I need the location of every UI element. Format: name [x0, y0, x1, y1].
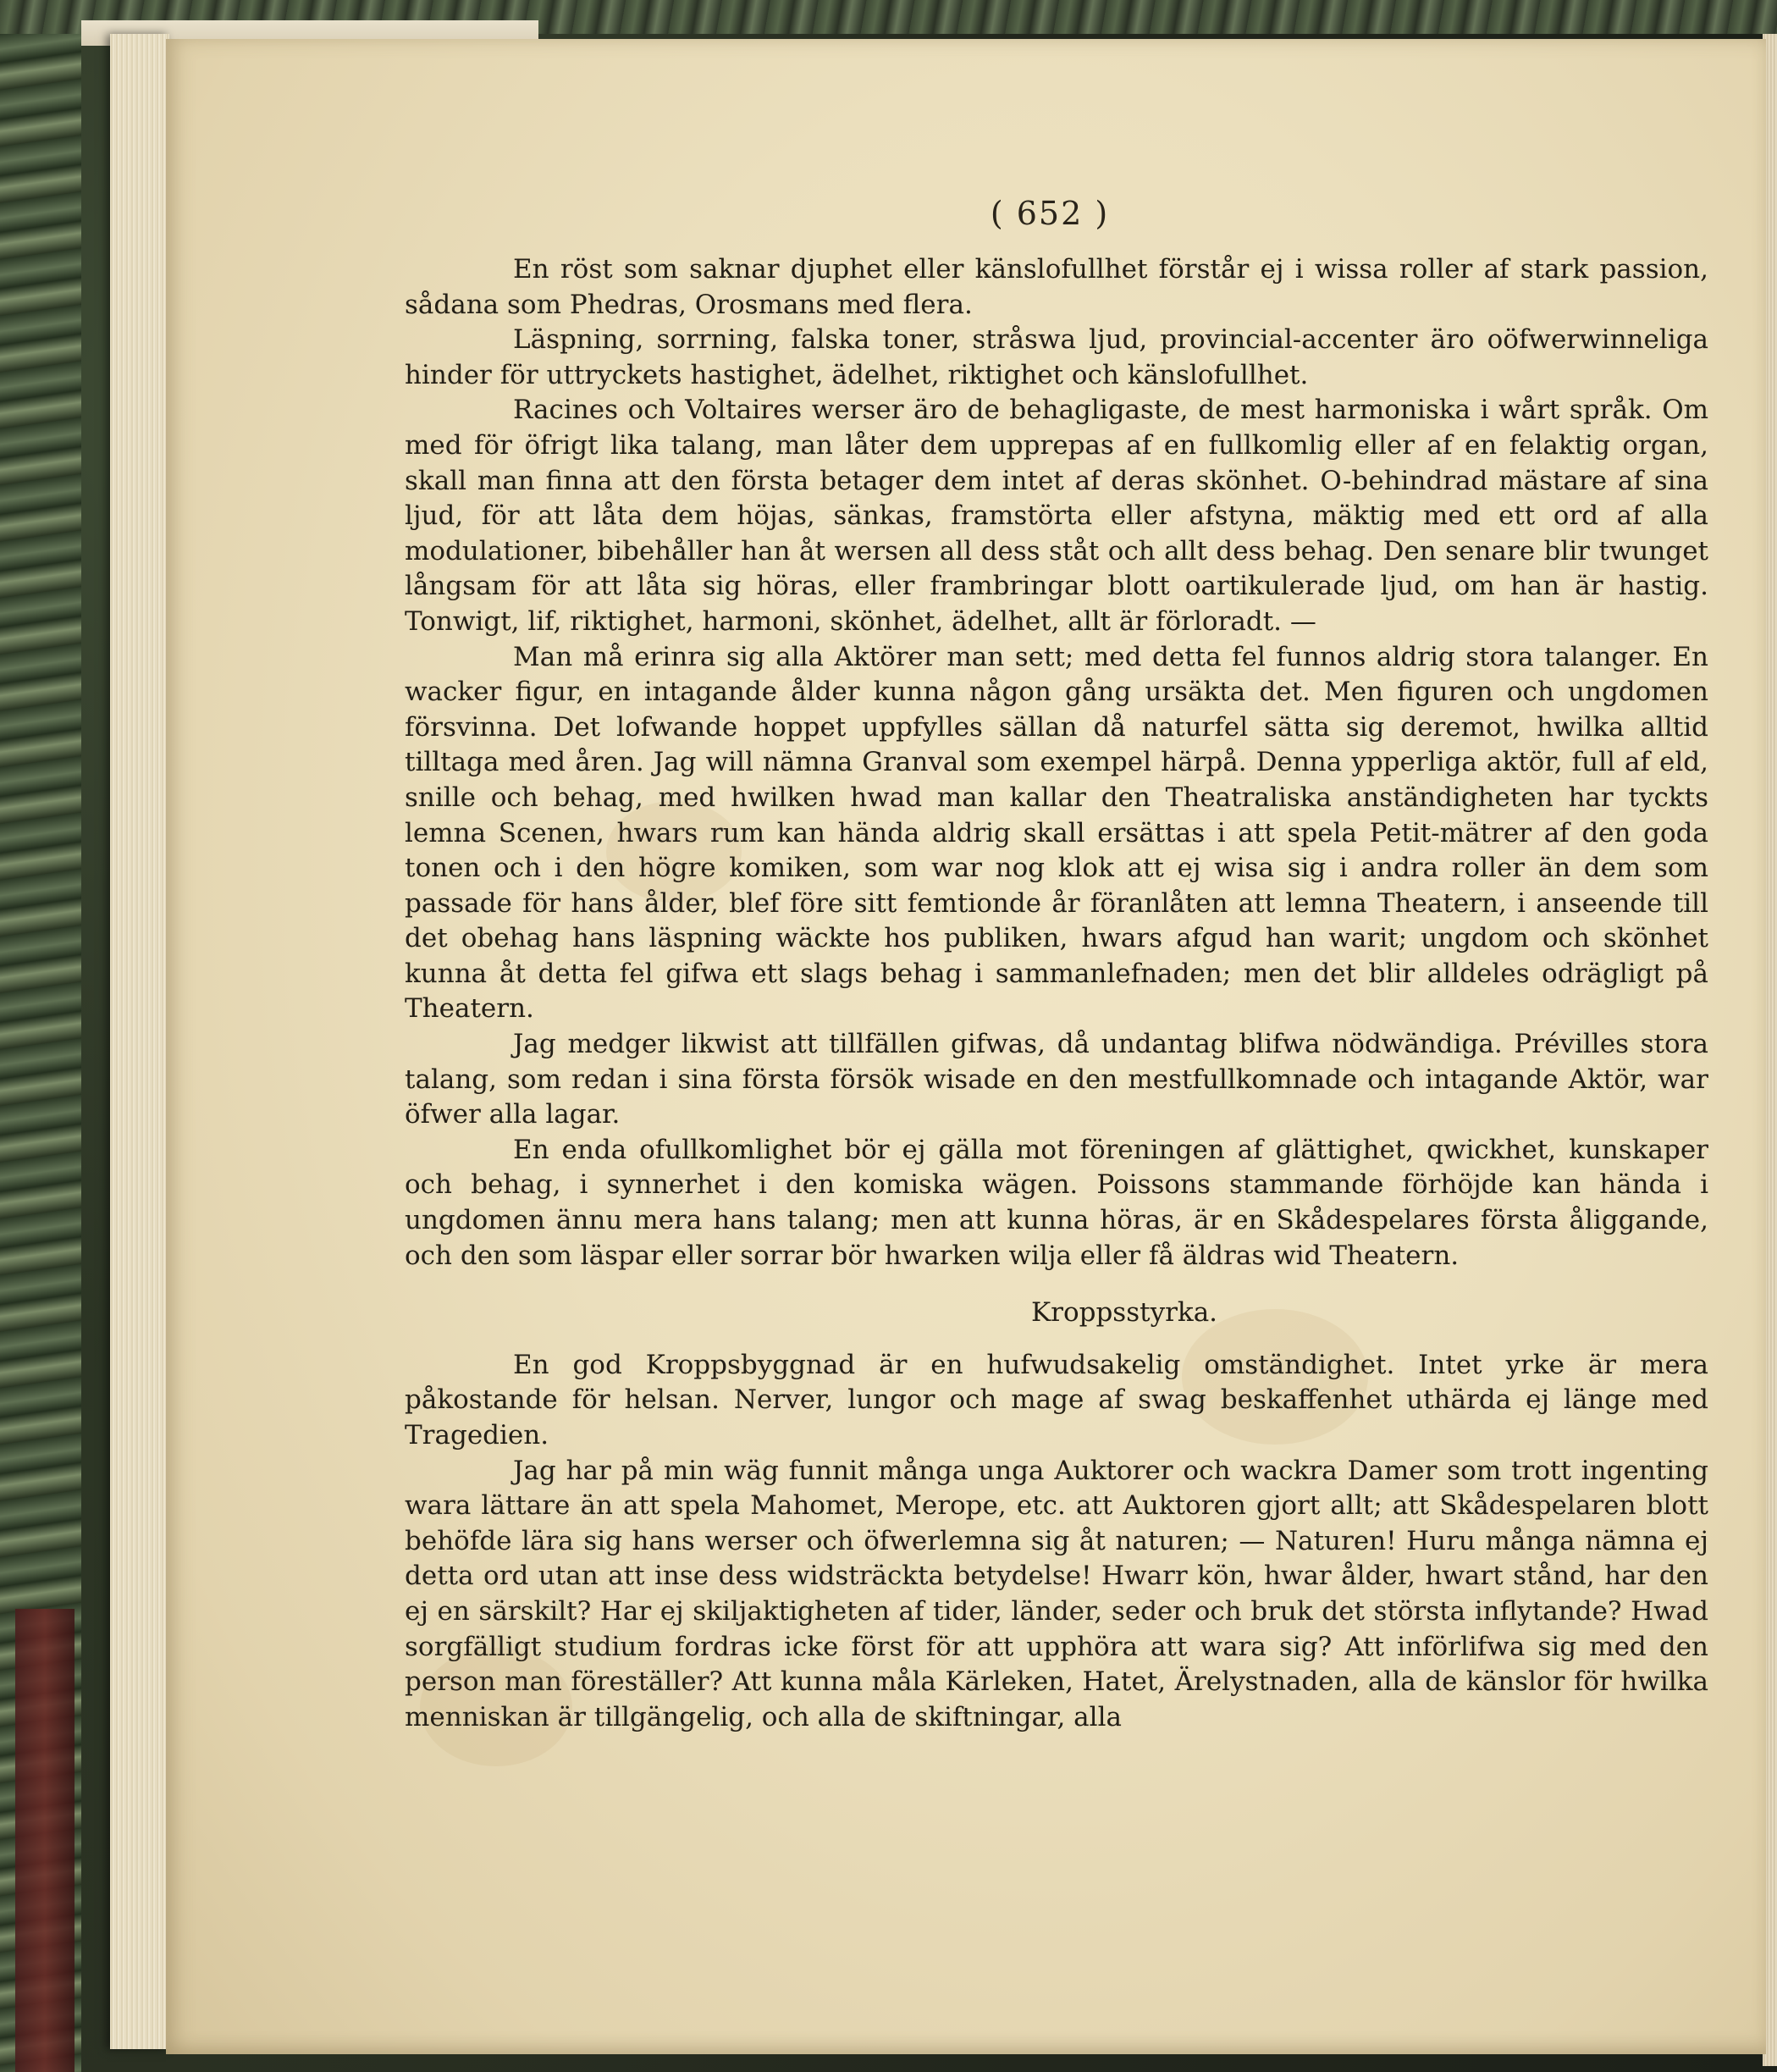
- paragraph: Racines och Voltaires werser äro de behagligaste, de mest harmoniska i wårt språk. Om med för öfrigt lika talang, man låter dem upprepas af en fullkomlig eller af en felaktig organ, skall man finna att den första betager dem intet af deras skönhet. O-behindrad mästare af sina ljud, för att låta dem höjas, sänkas, framstörta eller afstyna, mäktig med ett ord af alla modulationer, bibehåller han åt wersen all dess ståt och allt dess behag. Den senare blir twunget långsam för att låta sig höras, eller frambringar blott oartikulerade ljud, om han är hastig. Tonwigt, lif, riktighet, harmoni, skönhet, ädelhet, allt är förloradt. —: [405, 395, 1708, 637]
- leather-corner: [15, 1609, 75, 2072]
- page-text: [405, 252, 1708, 1735]
- paragraph: En röst som saknar djuphet eller känslofullhet förstår ej i wissa roller af stark passion, sådana som Phedras, Orosmans med flera.: [405, 254, 1708, 320]
- paragraph: En god Kroppsbyggnad är en hufwudsakelig omständighet. Intet yrke är mera påkostande för helsan. Nerver, lungor och mage af swag beskaffenhet uthärda ej länge med Tragedien.: [405, 1349, 1708, 1450]
- section-heading-text: Kroppsstyrka.: [1030, 1297, 1218, 1329]
- page-stack-edge: [110, 34, 169, 2049]
- paragraph: En enda ofullkomlighet bör ej gälla mot föreningen af glättighet, qwickhet, kunskaper och behag, i synnerhet i den komiska wägen. Poissons stammande förhöjde kan hända i ungdomen ännu mera hans talang; men att kunna höras, är en Skådespelares första åliggande, och den som läspar eller sorrar bör hwarken wilja eller få äldras wid Theatern.: [405, 1134, 1708, 1271]
- paragraph: Man må erinra sig alla Aktörer man sett; med detta fel funnos aldrig stora talanger. En wacker figur, en intagande ålder kunna någon gång ursäkta det. Men figuren och ungdomen försvinna. Det lofwande hoppet uppfylles sällan då naturfel sätta sig deremot, hwilka alltid tilltaga med åren. Jag will nämna Granval som exempel härpå. Denna ypperliga aktör, full af eld, snille och behag, med hwilken hwad man kallar den Theatraliska anständigheten har tyckts lemna Scenen, hwars rum kan hända aldrig skall ersättas i att spela Petit-mätrer af den goda tonen och i den högre komiken, som war nog klok att ej wisa sig i andra roller än dem som passade för hans ålder, blef före sitt femtionde år föranlåten att lemna Theatern, i anseende till det obehag hans läspning wäckte hos publiken, hwars afgud han warit; ungdom och skönhet kunna åt detta fel gifwa ett slags behag i sammanlefnaden; men det blir alldeles odrägligt på Theatern.: [405, 641, 1708, 1025]
- page-number: ( 652 ): [990, 195, 1110, 232]
- paragraph: Jag har på min wäg funnit många unga Auktorer och wackra Damer som trott ingenting wara lättare än att spela Mahomet, Merope, etc. att Auktoren gjort allt; att Skådespelaren blott behöfde lära sig hans werser och öfwerlemna sig åt naturen; — Naturen! Huru många nämna ej detta ord utan att inse dess widsträckta betydelse! Hwarr kön, hwar ålder, hwart stånd, har den ej en särskilt? Har ej skiljaktigheten af tider, länder, seder och bruk det största inflytande? Hwad sorgfälligt studium fordras icke först för att upphöra att wara sig? Att införlifwa sig med den person man föreställer? Att kunna måla Kärleken, Hatet, Ärelystnaden, alla de känslor för hwilka menniskan är tillgängelig, och alla de skiftningar, alla: [405, 1455, 1708, 1732]
- paragraph: Läspning, sorrning, falska toner, stråswa ljud, provincial-accenter äro oöfwerwinneliga hinder för uttryckets hastighet, ädelhet, riktighet och känslofullhet.: [405, 324, 1708, 390]
- paragraph: Jag medger likwist att tillfällen gifwas, då undantag blifwa nödwändiga. Prévilles stora talang, som redan i sina första försök wisade en den mestfullkomnade och intagande Aktör, war öfwer alla lagar.: [405, 1029, 1708, 1130]
- section-heading: [405, 1296, 1708, 1331]
